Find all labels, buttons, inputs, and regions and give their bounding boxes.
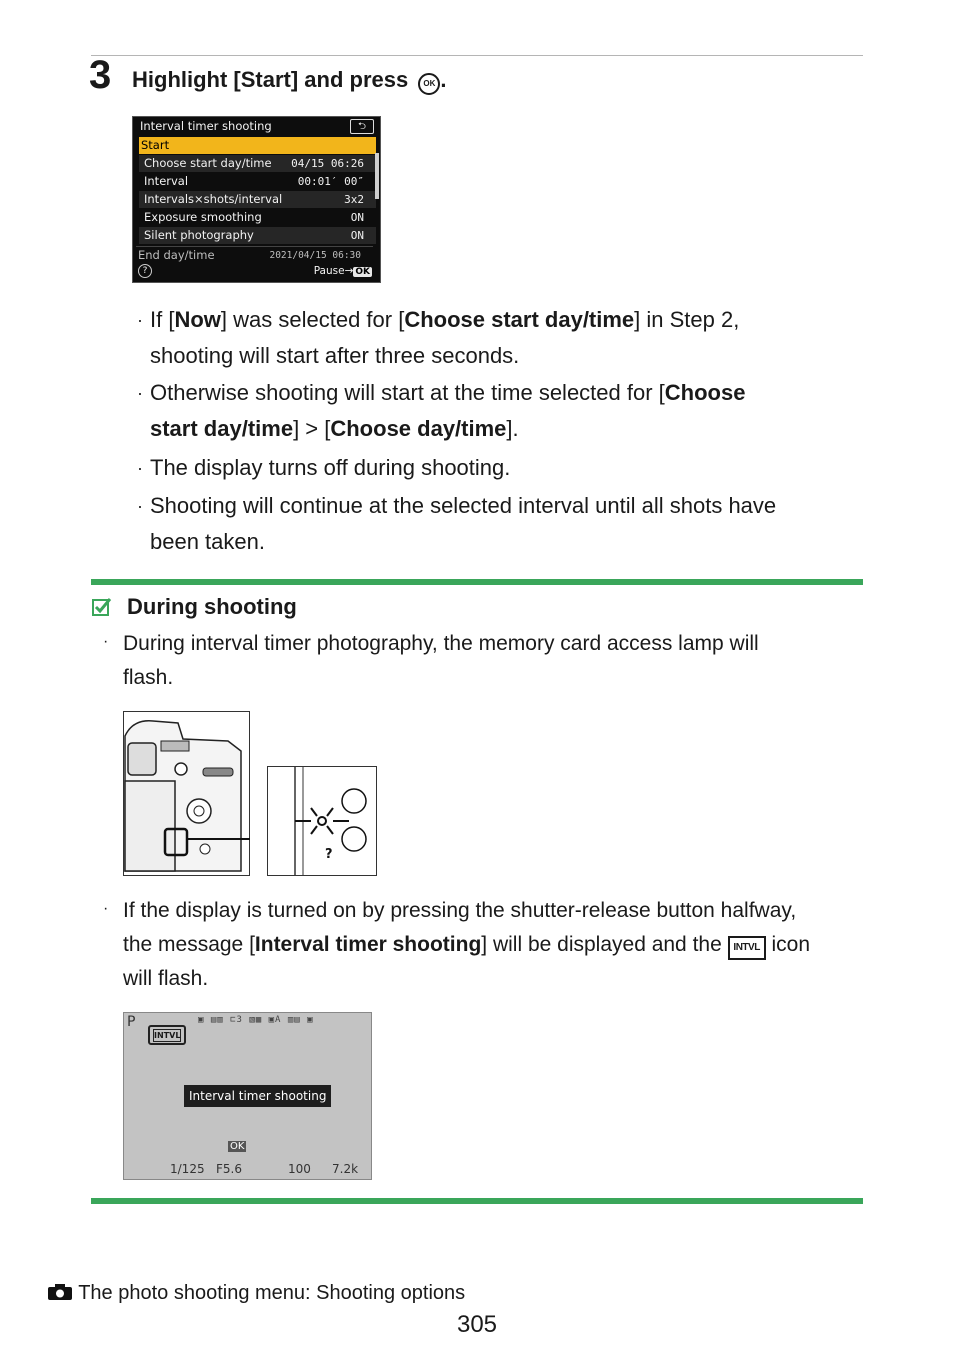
bullet-item — [0, 450, 954, 486]
ok-button-icon: OK — [418, 73, 440, 95]
pause-label: Pause→ — [313, 265, 354, 277]
menu-row-value: 3x2 — [344, 193, 364, 206]
bullet-text — [150, 488, 862, 560]
note-title: During shooting — [127, 594, 297, 619]
text-run: shooting will start after three seconds. — [150, 343, 520, 368]
text-run: been taken. — [150, 529, 265, 554]
text-run: If [ — [150, 307, 175, 332]
text-run: icon — [771, 933, 810, 956]
bold-run: Interval timer shooting — [254, 933, 482, 956]
note-item — [0, 627, 954, 695]
text-run: If the display is turned on by pressing the shutter-release button halfway, — [123, 899, 797, 922]
intvl-icon: INTVL — [728, 936, 766, 960]
access-lamp-closeup-illustration — [267, 766, 377, 876]
menu-row-label: Intervals×shots/interval — [144, 192, 283, 206]
mode-indicator: P — [127, 1014, 136, 1030]
text-run: Otherwise shooting will start at the time selected for [ — [150, 380, 665, 405]
menu-row-label: Interval — [144, 174, 189, 188]
step-number: 3 — [89, 53, 112, 97]
text-run: During interval timer photography, the memory card access lamp will — [123, 632, 759, 655]
menu-row-label: Silent photography — [144, 228, 254, 242]
help-icon: ? — [138, 264, 152, 278]
text-run: ] will be displayed and the — [481, 933, 722, 956]
top-rule — [91, 55, 863, 56]
bold-run: Now — [174, 307, 221, 332]
step-title — [132, 66, 447, 95]
menu-row-label: Start — [141, 138, 170, 152]
bold-run: Choose — [664, 380, 746, 405]
bullet-item — [0, 302, 954, 374]
menu-row-label: Choose start day/time — [144, 156, 272, 170]
bullet-dot: · — [137, 383, 143, 403]
page-number: 305 — [456, 1311, 498, 1338]
bullet-dot: · — [103, 900, 109, 917]
text-run: ] > [ — [293, 416, 331, 441]
text-run: the message [ — [123, 933, 255, 956]
ok-icon: OK — [355, 267, 370, 277]
menu-scrollbar — [375, 153, 379, 199]
shutter-speed: 1/125 — [170, 1162, 205, 1176]
aperture: F5.6 — [216, 1162, 242, 1176]
bullet-dot: · — [137, 310, 143, 330]
bullet-item — [0, 488, 954, 560]
menu-end-row — [136, 246, 373, 264]
intvl-flash-frame — [148, 1025, 186, 1045]
bullet-dot: · — [137, 458, 143, 478]
iso: 100 — [288, 1162, 311, 1176]
step-title-text: Highlight [Start] and press — [132, 67, 409, 92]
menu-row — [139, 155, 376, 172]
text-run: flash. — [123, 666, 174, 689]
bold-run: start day/time — [150, 416, 294, 441]
menu-row — [139, 191, 376, 208]
menu-row — [139, 227, 376, 244]
checkbox-icon — [92, 597, 112, 617]
menu-end-label: End day/time — [138, 248, 215, 262]
menu-header: Interval timer shooting — [140, 119, 272, 133]
note-top-bar — [91, 579, 863, 585]
bullet-dot: · — [137, 496, 143, 516]
bullet-text — [150, 375, 862, 447]
camera-icon — [47, 1283, 73, 1301]
menu-row — [139, 209, 376, 226]
menu-row-value: 04/15 06:26 — [291, 157, 364, 170]
menu-row-start — [139, 137, 376, 154]
note-item — [0, 894, 954, 998]
remaining-exposures: 7.2k — [332, 1162, 359, 1176]
menu-pause-hint — [314, 265, 372, 277]
interval-timer-menu-screen — [132, 116, 381, 283]
interval-timer-message: Interval timer shooting — [184, 1085, 331, 1107]
menu-end-value: 2021/04/15 06:30 — [269, 250, 361, 261]
back-icon: ⮌ — [350, 119, 374, 134]
ok-icon: OK — [230, 1141, 245, 1152]
text-run: will flash. — [123, 967, 209, 990]
menu-row — [139, 173, 376, 190]
step-title-end: . — [440, 67, 447, 92]
bold-run: Choose start day/time — [404, 307, 635, 332]
intvl-icon: INTVL — [154, 1031, 181, 1040]
bold-run: Choose day/time — [330, 416, 507, 441]
bullet-text: The display turns off during shooting. — [150, 455, 511, 480]
bullet-item — [0, 375, 954, 447]
top-status-icons: ▣ ▤▥ ⊏3 ▧▦ ▣A ▥▤ ▣ — [198, 1015, 314, 1025]
note-item-text — [123, 627, 863, 695]
camera-back-illustration — [123, 711, 250, 876]
bullet-text — [150, 302, 862, 374]
bullet-dot: · — [103, 633, 109, 650]
footer-text: The photo shooting menu: Shooting options — [78, 1282, 466, 1304]
text-run: ] in Step 2, — [634, 307, 740, 332]
menu-row-value: ON — [350, 229, 364, 242]
menu-row-value: ON — [350, 211, 364, 224]
text-run: ] was selected for [ — [220, 307, 405, 332]
menu-row-label: Exposure smoothing — [144, 210, 262, 224]
svg-text:?: ? — [325, 847, 333, 862]
text-run: Shooting will continue at the selected interval until all shots have — [150, 493, 777, 518]
live-view-screen — [123, 1012, 372, 1180]
note-item-text — [123, 894, 863, 996]
text-run: ]. — [506, 416, 519, 441]
note-bottom-bar — [91, 1198, 863, 1204]
menu-row-value: 00:01′ 00″ — [297, 175, 364, 188]
footer-link[interactable] — [47, 1279, 465, 1307]
